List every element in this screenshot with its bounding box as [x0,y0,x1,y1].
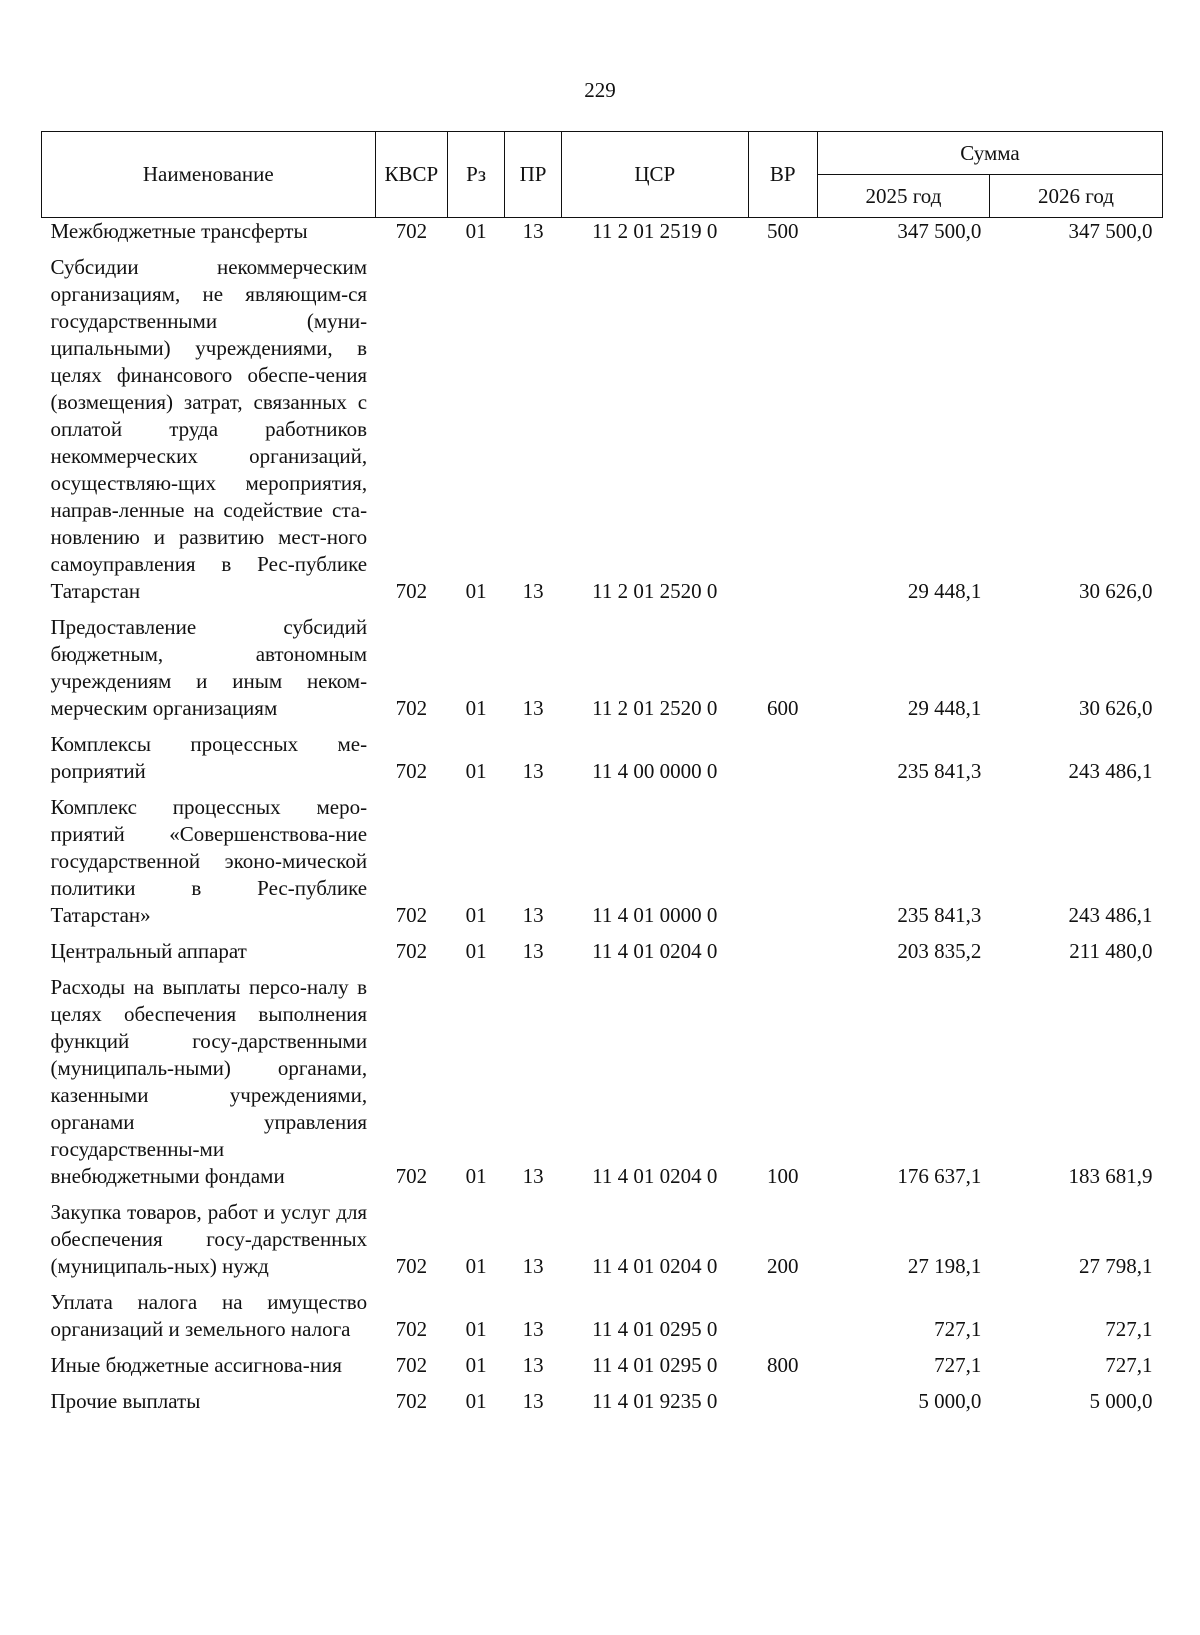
cell-2026: 727,1 [1105,1353,1153,1377]
cell-name: Комплексы процессных ме-роприятий [50,732,368,783]
cell-rz: 01 [465,903,487,927]
header-2025: 2025 год [817,175,989,218]
table-header [42,132,1163,218]
cell-csr: 11 4 01 0295 0 [592,1353,718,1377]
cell-rz: 01 [465,219,487,243]
budget-table [41,131,1163,1415]
cell-2026: 727,1 [1105,1317,1153,1341]
cell-2025: 5 000,0 [918,1389,982,1413]
table-row [42,929,1163,965]
cell-name: Закупка товаров, работ и услуг для обеспечения госу-дарственных (муниципаль-ных) нужд [50,1200,368,1278]
cell-rz: 01 [465,1254,487,1278]
cell-pr: 13 [522,219,544,243]
cell-kvsr: 702 [395,903,428,927]
cell-2026: 183 681,9 [1068,1164,1153,1188]
cell-name: Субсидии некоммерческим организациям, не являющим-ся государственными (муни-ципальными) учреждениями, в целях финансового обеспе-чения (возмещения) затрат, связанных с оплатой труда работников некоммерческих организаций, осуществляю-щих мероприятия, направ-ленные на содействие ста-новлению и развитию мест-ного самоуправления в Рес-публике Татарстан [50,255,368,603]
cell-name: Расходы на выплаты персо-налу в целях обеспечения выполнения функций госу-дарственными (муниципаль-ными) органами, казенными учреждениями, органами управления государственны-ми внебюджетными фондами [50,975,368,1188]
cell-csr: 11 4 01 0204 0 [592,1254,718,1278]
table-row [42,218,1163,246]
cell-2026: 30 626,0 [1079,579,1153,603]
table-row [42,1190,1163,1280]
cell-2025: 176 637,1 [897,1164,982,1188]
cell-csr: 11 2 01 2520 0 [592,696,718,720]
cell-2025: 29 448,1 [907,579,982,603]
cell-2026: 243 486,1 [1068,903,1153,927]
header-vr: ВР [748,132,817,218]
cell-pr: 13 [522,759,544,783]
cell-rz: 01 [465,696,487,720]
cell-pr: 13 [522,696,544,720]
cell-2025: 27 198,1 [907,1254,982,1278]
cell-rz: 01 [465,1317,487,1341]
cell-2025: 727,1 [934,1353,982,1377]
cell-name: Предоставление субсидий бюджетным, автономным учреждениям и иным неком-мерческим организациям [50,615,368,720]
cell-kvsr: 702 [395,1317,428,1341]
header-rz: Рз [448,132,505,218]
cell-2026: 27 798,1 [1079,1254,1153,1278]
cell-2026: 347 500,0 [1068,219,1153,243]
header-pr: ПР [505,132,562,218]
cell-2025: 203 835,2 [897,939,982,963]
cell-vr: 600 [766,696,799,720]
cell-csr: 11 4 00 0000 0 [592,759,718,783]
header-kvsr: КВСР [375,132,448,218]
table-body [42,218,1163,1416]
cell-vr [748,1379,817,1415]
cell-kvsr: 702 [395,1389,428,1413]
cell-2025: 29 448,1 [907,696,982,720]
cell-csr: 11 2 01 2520 0 [592,579,718,603]
cell-rz: 01 [465,1389,487,1413]
cell-pr: 13 [522,1353,544,1377]
cell-vr [748,929,817,965]
table-row [42,1280,1163,1343]
table-row [42,965,1163,1190]
cell-kvsr: 702 [395,1353,428,1377]
cell-vr [748,1280,817,1343]
cell-kvsr: 702 [395,219,428,243]
cell-rz: 01 [465,759,487,783]
cell-name: Центральный аппарат [50,939,247,963]
cell-pr: 13 [522,903,544,927]
page-number: 229 [584,78,616,102]
cell-2025: 347 500,0 [897,219,982,243]
cell-kvsr: 702 [395,939,428,963]
cell-2026: 243 486,1 [1068,759,1153,783]
cell-pr: 13 [522,939,544,963]
cell-name: Иные бюджетные ассигнова-ния [50,1353,342,1377]
table-row [42,1379,1163,1415]
cell-csr: 11 4 01 0000 0 [592,903,718,927]
cell-2025: 727,1 [934,1317,982,1341]
cell-2026: 5 000,0 [1089,1389,1153,1413]
cell-pr: 13 [522,1254,544,1278]
cell-rz: 01 [465,939,487,963]
cell-pr: 13 [522,1389,544,1413]
cell-name: Прочие выплаты [50,1389,201,1413]
cell-vr: 200 [766,1254,799,1278]
cell-vr [748,245,817,605]
cell-2026: 30 626,0 [1079,696,1153,720]
table-row [42,605,1163,722]
cell-2025: 235 841,3 [897,903,982,927]
cell-name: Уплата налога на имущество организаций и земельного налога [50,1290,368,1341]
table-row [42,722,1163,785]
cell-kvsr: 702 [395,1164,428,1188]
cell-2026: 211 480,0 [1069,939,1153,963]
cell-pr: 13 [522,579,544,603]
cell-vr [748,785,817,929]
header-name: Наименование [42,132,376,218]
cell-vr: 500 [766,219,799,243]
cell-kvsr: 702 [395,696,428,720]
cell-pr: 13 [522,1317,544,1341]
header-csr: ЦСР [562,132,748,218]
cell-2025: 235 841,3 [897,759,982,783]
cell-vr [748,722,817,785]
cell-kvsr: 702 [395,579,428,603]
cell-rz: 01 [465,1353,487,1377]
table-row [42,1343,1163,1379]
cell-rz: 01 [465,1164,487,1188]
cell-csr: 11 4 01 0295 0 [592,1317,718,1341]
cell-name: Межбюджетные трансферты [50,219,308,243]
table-row [42,245,1163,605]
cell-kvsr: 702 [395,759,428,783]
cell-rz: 01 [465,579,487,603]
cell-csr: 11 2 01 2519 0 [592,219,718,243]
cell-csr: 11 4 01 0204 0 [592,939,718,963]
table-row [42,785,1163,929]
cell-pr: 13 [522,1164,544,1188]
cell-vr: 800 [766,1353,799,1377]
cell-name: Комплекс процессных меро-приятий «Совершенствова-ние государственной эконо-мической политики в Рес-публике Татарстан» [50,795,368,927]
cell-csr: 11 4 01 0204 0 [592,1164,718,1188]
cell-csr: 11 4 01 9235 0 [592,1389,718,1413]
header-2026: 2026 год [989,175,1162,218]
cell-kvsr: 702 [395,1254,428,1278]
cell-vr: 100 [766,1164,799,1188]
header-sum: Сумма [817,132,1162,175]
